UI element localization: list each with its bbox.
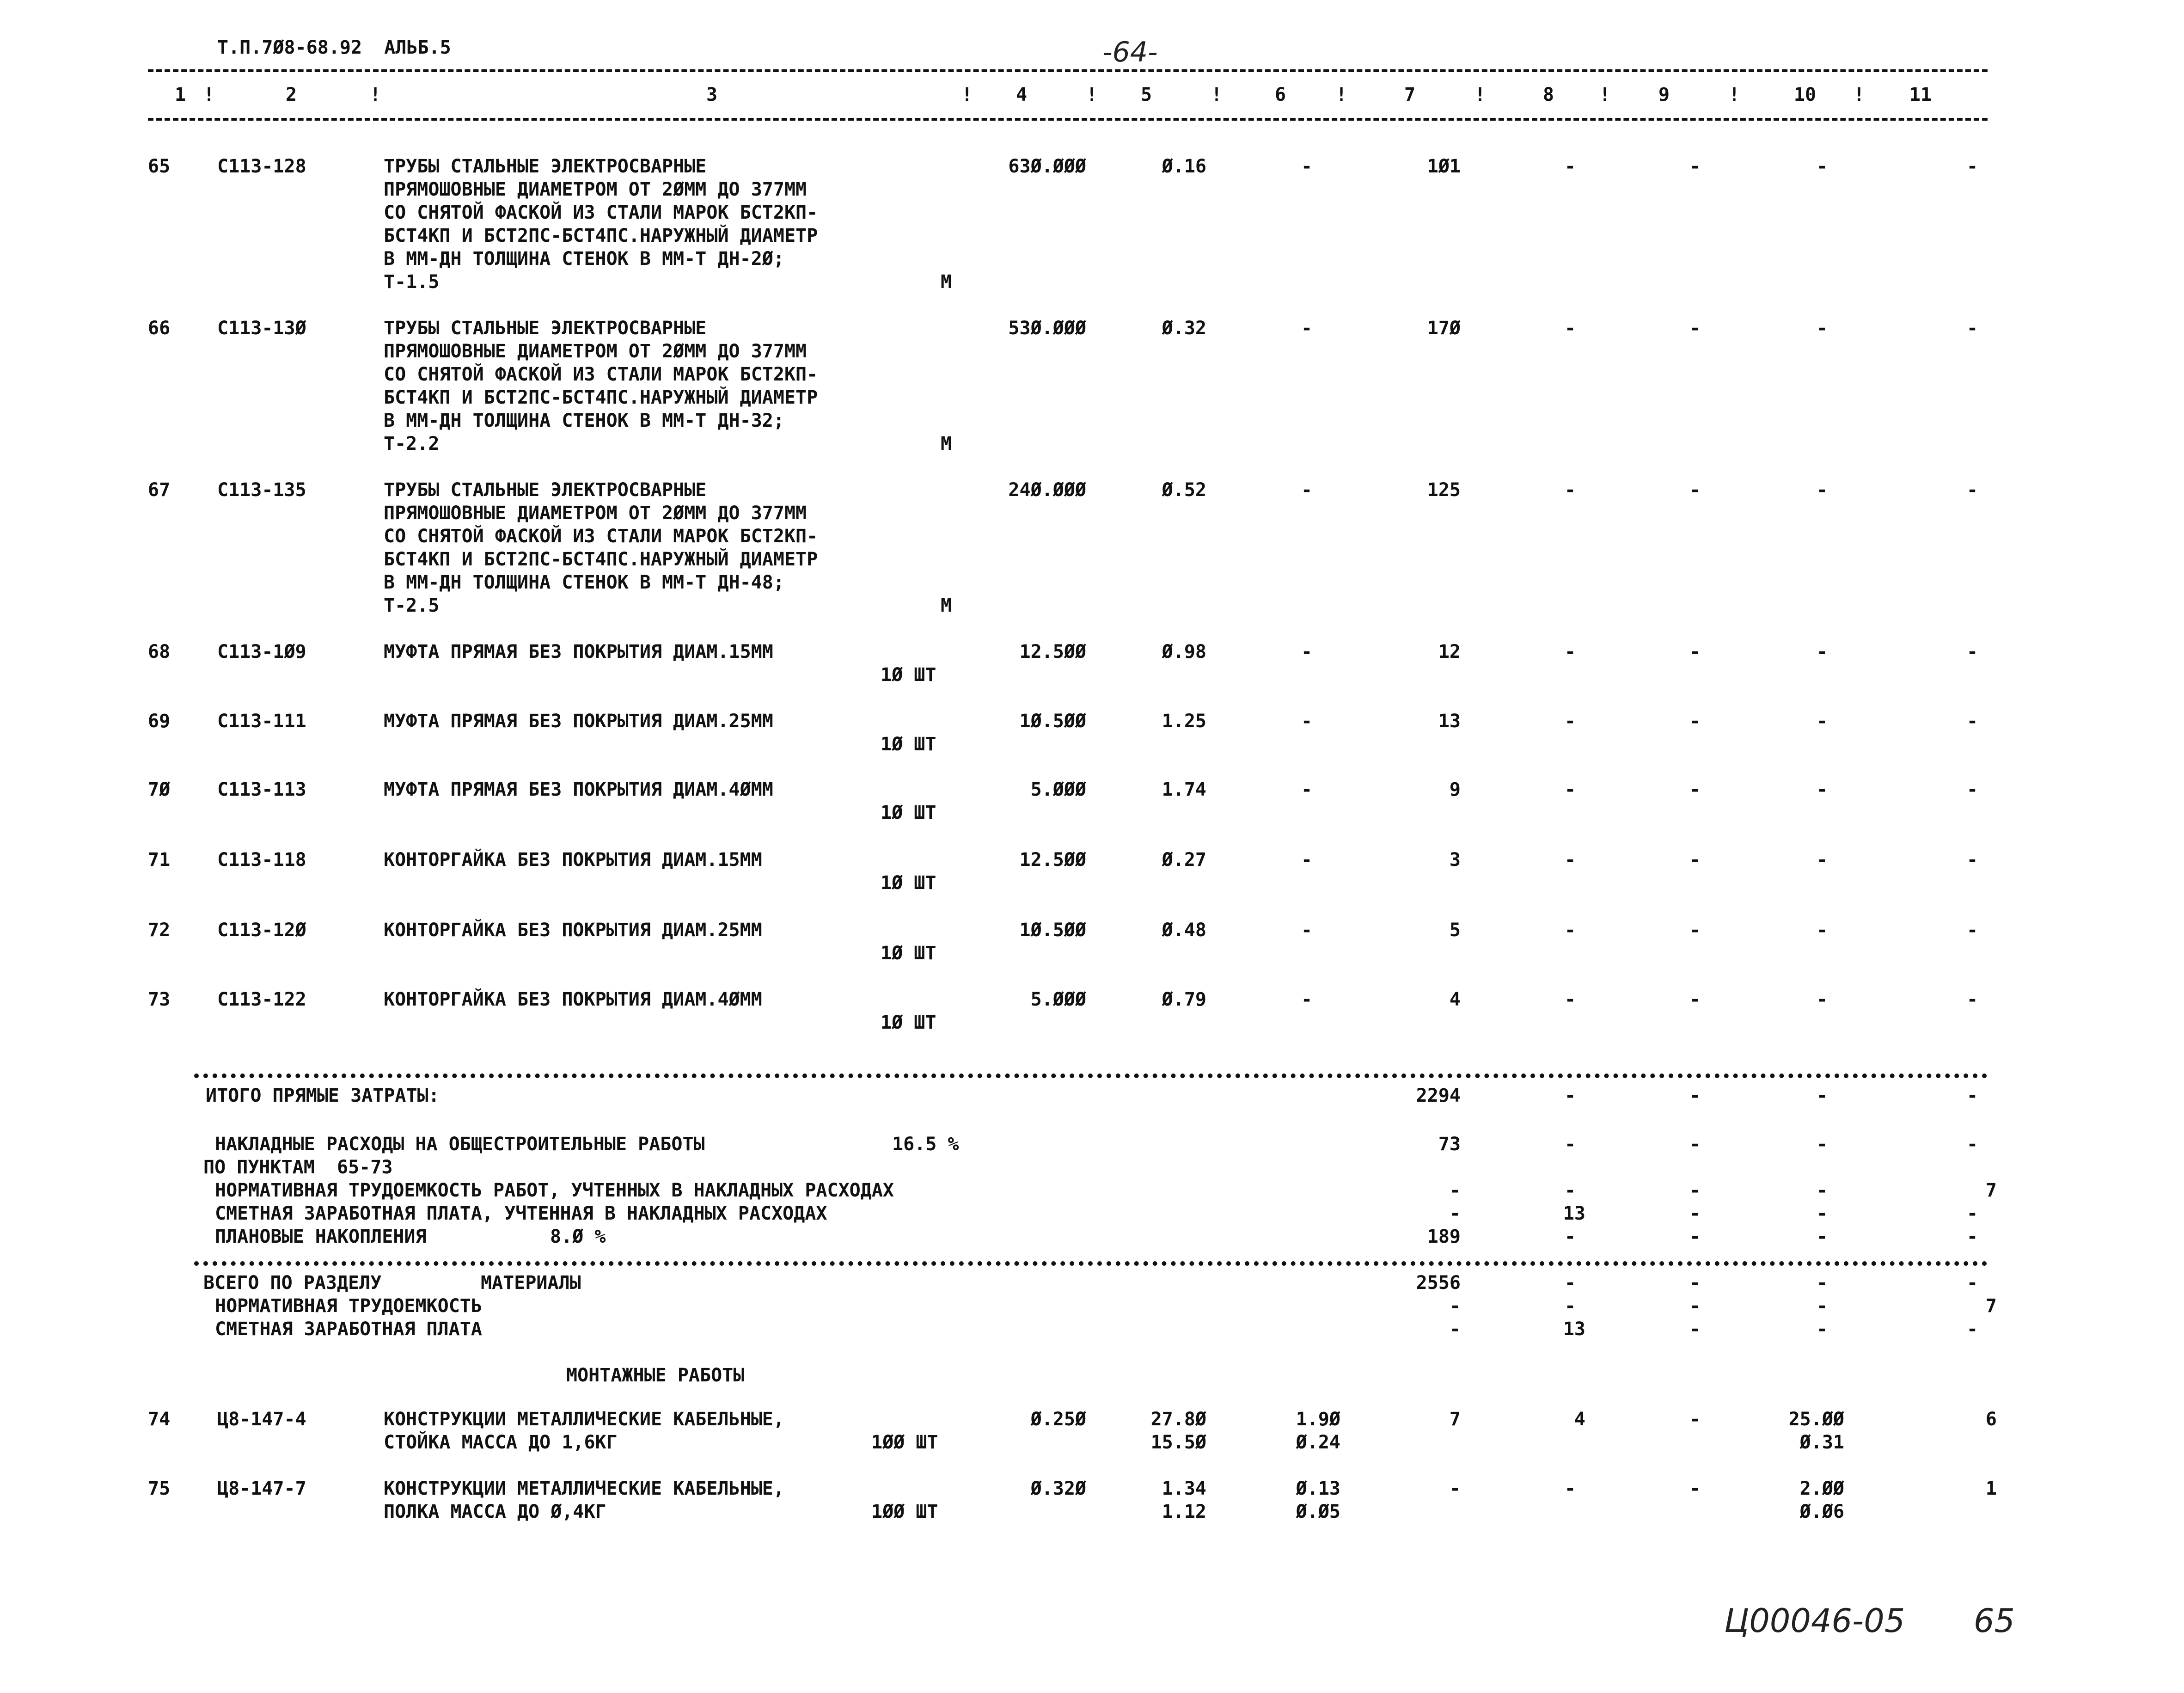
row-col-10: -	[1817, 156, 1828, 177]
col-head-10: 10	[1793, 84, 1817, 105]
row-col-7: 1Ø1	[1427, 156, 1461, 177]
total-planned-savings-col-7: 189	[1427, 1226, 1461, 1247]
row-number: 69	[148, 711, 171, 732]
total-direct-c7: 2294	[1416, 1085, 1461, 1106]
row-col-6: -	[1301, 711, 1313, 732]
row-number: 72	[148, 920, 171, 941]
row-number: 68	[148, 641, 171, 662]
row-description-line: ПРЯМОШОВНЫЕ ДИАМЕТРОМ ОТ 2ØММ ДО 377ММ	[384, 179, 807, 200]
row-col-7: 13	[1438, 711, 1461, 732]
row-col-7: 9	[1449, 779, 1461, 800]
row-col-5: Ø.79	[1162, 989, 1206, 1010]
col-head-7: 7	[1404, 84, 1416, 105]
row-description-line: КОНТОРГАЙКА БЕЗ ПОКРЫТИЯ ДИАМ.15ММ	[384, 849, 762, 871]
row-col-4: 1Ø.5ØØ	[1019, 920, 1086, 941]
row-col-8: -	[1565, 920, 1576, 941]
row-col-9: -	[1689, 989, 1701, 1010]
row-number: 71	[148, 849, 171, 871]
total-wage-in-overhead-col-9: -	[1689, 1203, 1701, 1224]
row-col-4: 5.ØØØ	[1030, 989, 1086, 1010]
row-code: С113-1Ø9	[217, 641, 306, 662]
row-number: 73	[148, 989, 171, 1010]
row-col-4: Ø.25Ø	[1030, 1409, 1086, 1430]
total-section-wage-col-9: -	[1689, 1319, 1701, 1340]
row-col-5: Ø.48	[1162, 920, 1206, 941]
row-number: 67	[148, 479, 171, 501]
row-description-line: Т-2.5	[384, 595, 440, 616]
row-description-line: МУФТА ПРЯМАЯ БЕЗ ПОКРЫТИЯ ДИАМ.15ММ	[384, 641, 773, 662]
total-overhead-col-9: -	[1689, 1134, 1701, 1155]
total-labor-in-overhead-col-10: -	[1817, 1180, 1828, 1201]
row-col-10: -	[1817, 849, 1828, 871]
row-col-10: -	[1817, 479, 1828, 501]
row-col-8: 4	[1574, 1409, 1585, 1430]
total-section-total-col-8: -	[1565, 1272, 1576, 1294]
total-wage-in-overhead-col-7: -	[1449, 1203, 1461, 1224]
row-description-line: В ММ-ДН ТОЛЩИНА СТЕНОК В ММ-Т ДН-32;	[384, 410, 784, 431]
header-rule-top	[148, 69, 1988, 72]
row-description-line: СО СНЯТОЙ ФАСКОЙ ИЗ СТАЛИ МАРОК БСТ2КП-	[384, 526, 818, 547]
row-col-10: 25.ØØ	[1788, 1409, 1844, 1430]
row-col-5: 1.12	[1162, 1501, 1206, 1522]
row-col-5: Ø.16	[1162, 156, 1206, 177]
row-col-8: -	[1565, 156, 1576, 177]
row-col-11: -	[1967, 318, 1978, 339]
row-description-line: ТРУБЫ СТАЛЬНЫЕ ЭЛЕКТРОСВАРНЫЕ	[384, 156, 707, 177]
row-col-5: Ø.52	[1162, 479, 1206, 501]
row-col-10: Ø.Ø6	[1799, 1501, 1844, 1522]
total-direct-col-8: -	[1565, 1085, 1576, 1106]
row-col-4: 53Ø.ØØØ	[1008, 318, 1086, 339]
row-code: С113-113	[217, 779, 306, 800]
total-section-wage-col-8: 13	[1563, 1319, 1585, 1340]
header-rule-bottom	[148, 118, 1988, 121]
row-unit: 1Ø ШТ	[881, 802, 936, 823]
labor-in-overhead-label: НОРМАТИВНАЯ ТРУДОЕМКОСТЬ РАБОТ, УЧТЕННЫХ В НАКЛАДНЫХ РАСХОДАХ	[215, 1180, 894, 1201]
row-col-5: 1.34	[1162, 1478, 1206, 1499]
total-direct-col-9: -	[1689, 1085, 1701, 1106]
row-code: С113-12Ø	[217, 920, 306, 941]
row-description-line: СО СНЯТОЙ ФАСКОЙ ИЗ СТАЛИ МАРОК БСТ2КП-	[384, 202, 818, 223]
total-wage-in-overhead-col-10: -	[1817, 1203, 1828, 1224]
totals-dotted-rule	[194, 1073, 1988, 1078]
overhead-label2: ПО ПУНКТАМ 65-73	[203, 1157, 393, 1178]
total-direct-label: ИТОГО ПРЯМЫЕ ЗАТРАТЫ:	[206, 1085, 440, 1106]
col-separators: !	[203, 84, 215, 105]
section-total-label: ВСЕГО ПО РАЗДЕЛУ	[203, 1272, 382, 1294]
col-head-2: 2	[285, 84, 297, 105]
total-wage-in-overhead-col-11: -	[1967, 1203, 1978, 1224]
row-col-10: Ø.31	[1799, 1432, 1844, 1453]
row-code: С113-128	[217, 156, 306, 177]
row-col-8: -	[1565, 849, 1576, 871]
row-unit: 1Ø ШТ	[881, 943, 936, 964]
row-number: 66	[148, 318, 171, 339]
col-separators: !	[1211, 84, 1223, 105]
row-description-line: ТРУБЫ СТАЛЬНЫЕ ЭЛЕКТРОСВАРНЫЕ	[384, 479, 707, 501]
col-separators: !	[1729, 84, 1740, 105]
wage-in-overhead-label: СМЕТНАЯ ЗАРАБОТНАЯ ПЛАТА, УЧТЕННАЯ В НАКЛАДНЫХ РАСХОДАХ	[215, 1203, 827, 1224]
total-labor-in-overhead-col-8: -	[1565, 1180, 1576, 1201]
col-separators: !	[370, 84, 381, 105]
total-direct-col-11: -	[1967, 1085, 1978, 1106]
row-col-8: -	[1565, 779, 1576, 800]
row-unit: 1Ø ШТ	[881, 872, 936, 894]
row-col-8: -	[1565, 479, 1576, 501]
row-col-11: -	[1967, 711, 1978, 732]
row-col-11: -	[1967, 779, 1978, 800]
total-planned-savings-col-10: -	[1817, 1226, 1828, 1247]
total-section-wage-col-11: -	[1967, 1319, 1978, 1340]
row-unit: М	[941, 271, 952, 293]
row-col-6: Ø.24	[1296, 1432, 1340, 1453]
row-col-11: 6	[1985, 1409, 1997, 1430]
row-col-11: -	[1967, 989, 1978, 1010]
row-col-4: Ø.32Ø	[1030, 1478, 1086, 1499]
row-col-11: -	[1967, 479, 1978, 501]
total-overhead-col-10: -	[1817, 1134, 1828, 1155]
row-description-line: МУФТА ПРЯМАЯ БЕЗ ПОКРЫТИЯ ДИАМ.25ММ	[384, 711, 773, 732]
row-description-line: КОНТОРГАЙКА БЕЗ ПОКРЫТИЯ ДИАМ.4ØММ	[384, 989, 762, 1010]
row-description-line: Т-1.5	[384, 271, 440, 293]
row-unit: 1ØØ ШТ	[871, 1501, 938, 1522]
row-number: 75	[148, 1478, 171, 1499]
total-section-labor-col-7: -	[1449, 1295, 1461, 1317]
total-labor-in-overhead-col-9: -	[1689, 1180, 1701, 1201]
row-col-7: 7	[1449, 1409, 1461, 1430]
planned-savings-pct: 8.Ø %	[550, 1226, 606, 1247]
col-separators: !	[1336, 84, 1347, 105]
section-wage-label: СМЕТНАЯ ЗАРАБОТНАЯ ПЛАТА	[215, 1319, 482, 1340]
row-col-7: 17Ø	[1427, 318, 1461, 339]
row-col-9: -	[1689, 849, 1701, 871]
row-col-9: -	[1689, 920, 1701, 941]
row-code: С113-13Ø	[217, 318, 306, 339]
section-total-name: МАТЕРИАЛЫ	[481, 1272, 581, 1294]
row-col-9: -	[1689, 1409, 1701, 1430]
row-description-line: ПРЯМОШОВНЫЕ ДИАМЕТРОМ ОТ 2ØММ ДО 377ММ	[384, 503, 807, 524]
row-col-11: 1	[1985, 1478, 1997, 1499]
row-description-line: ПРЯМОШОВНЫЕ ДИАМЕТРОМ ОТ 2ØММ ДО 377ММ	[384, 341, 807, 362]
col-separators: !	[1474, 84, 1486, 105]
row-col-7: 4	[1449, 989, 1461, 1010]
total-planned-savings-col-8: -	[1565, 1226, 1576, 1247]
row-code: С113-111	[217, 711, 306, 732]
row-unit: М	[941, 595, 952, 616]
row-col-6: -	[1301, 989, 1313, 1010]
row-col-7: 5	[1449, 920, 1461, 941]
row-col-8: -	[1565, 641, 1576, 662]
total-section-total-col-9: -	[1689, 1272, 1701, 1294]
total-overhead-col-7: 73	[1438, 1134, 1461, 1155]
row-description-line: Т-2.2	[384, 433, 440, 454]
col-head-9: 9	[1658, 84, 1670, 105]
row-col-4: 5.ØØØ	[1030, 779, 1086, 800]
total-labor-in-overhead-col-7: -	[1449, 1180, 1461, 1201]
row-col-10: -	[1817, 989, 1828, 1010]
row-col-11: -	[1967, 641, 1978, 662]
col-separators: !	[1854, 84, 1865, 105]
row-code: Ц8-147-7	[217, 1478, 306, 1499]
row-col-8: -	[1565, 989, 1576, 1010]
row-code: Ц8-147-4	[217, 1409, 306, 1430]
row-code: С113-122	[217, 989, 306, 1010]
row-code: С113-118	[217, 849, 306, 871]
total-planned-savings-col-9: -	[1689, 1226, 1701, 1247]
row-number: 65	[148, 156, 171, 177]
row-col-8: -	[1565, 318, 1576, 339]
row-col-7: 12	[1438, 641, 1461, 662]
page-number: 65	[1974, 1602, 2015, 1640]
col-separators: !	[1086, 84, 1098, 105]
col-head-3: 3	[706, 84, 718, 105]
row-col-6: Ø.13	[1296, 1478, 1340, 1499]
overhead-pct: 16.5 %	[892, 1134, 959, 1155]
row-description-line: БСТ4КП И БСТ2ПС-БСТ4ПС.НАРУЖНЫЙ ДИАМЕТР	[384, 387, 818, 408]
row-col-9: -	[1689, 641, 1701, 662]
row-description-line: СО СНЯТОЙ ФАСКОЙ ИЗ СТАЛИ МАРОК БСТ2КП-	[384, 364, 818, 385]
row-col-10: -	[1817, 641, 1828, 662]
row-unit: 1ØØ ШТ	[871, 1432, 938, 1453]
row-col-4: 12.5ØØ	[1019, 641, 1086, 662]
total-overhead-col-8: -	[1565, 1134, 1576, 1155]
row-col-4: 1Ø.5ØØ	[1019, 711, 1086, 732]
row-description-line: КОНСТРУКЦИИ МЕТАЛЛИЧЕСКИЕ КАБЕЛЬНЫЕ,	[384, 1409, 784, 1430]
row-col-6: -	[1301, 779, 1313, 800]
row-description-line: МУФТА ПРЯМАЯ БЕЗ ПОКРЫТИЯ ДИАМ.4ØММ	[384, 779, 773, 800]
row-description-line: БСТ4КП И БСТ2ПС-БСТ4ПС.НАРУЖНЫЙ ДИАМЕТР	[384, 225, 818, 246]
row-col-5: 1.74	[1162, 779, 1206, 800]
row-col-8: -	[1565, 711, 1576, 732]
archive-stamp: Ц00046-05	[1724, 1602, 1905, 1640]
col-head-4: 4	[1016, 84, 1028, 105]
row-description-line: В ММ-ДН ТОЛЩИНА СТЕНОК В ММ-Т ДН-48;	[384, 572, 784, 593]
row-description-line: КОНСТРУКЦИИ МЕТАЛЛИЧЕСКИЕ КАБЕЛЬНЫЕ,	[384, 1478, 784, 1499]
row-number: 74	[148, 1409, 171, 1430]
row-code: С113-135	[217, 479, 306, 501]
total-section-wage-col-10: -	[1817, 1319, 1828, 1340]
total-wage-in-overhead-col-8: 13	[1563, 1203, 1585, 1224]
row-col-11: -	[1967, 920, 1978, 941]
row-description-line: ПОЛКА МАССА ДО Ø,4КГ	[384, 1501, 606, 1522]
col-head-5: 5	[1140, 84, 1152, 105]
row-col-10: -	[1817, 779, 1828, 800]
row-description-line: В ММ-ДН ТОЛЩИНА СТЕНОК В ММ-Т ДН-2Ø;	[384, 248, 784, 270]
row-number: 7Ø	[148, 779, 171, 800]
section-dotted-rule	[194, 1261, 1988, 1266]
total-section-total-col-7: 2556	[1416, 1272, 1461, 1294]
row-unit: М	[941, 433, 952, 454]
row-unit: 1Ø ШТ	[881, 664, 936, 686]
row-col-5: 15.5Ø	[1150, 1432, 1206, 1453]
row-description-line: ТРУБЫ СТАЛЬНЫЕ ЭЛЕКТРОСВАРНЫЕ	[384, 318, 707, 339]
row-unit: 1Ø ШТ	[881, 734, 936, 755]
row-col-7: -	[1449, 1478, 1461, 1499]
row-col-10: -	[1817, 318, 1828, 339]
row-description-line: БСТ4КП И БСТ2ПС-БСТ4ПС.НАРУЖНЫЙ ДИАМЕТР	[384, 549, 818, 570]
row-col-10: -	[1817, 711, 1828, 732]
row-col-9: -	[1689, 1478, 1701, 1499]
row-col-9: -	[1689, 479, 1701, 501]
row-col-5: Ø.98	[1162, 641, 1206, 662]
total-section-wage-col-7: -	[1449, 1319, 1461, 1340]
row-col-10: -	[1817, 920, 1828, 941]
page-mark: -64-	[1102, 36, 1158, 68]
row-col-4: 24Ø.ØØØ	[1008, 479, 1086, 501]
total-direct-col-10: -	[1817, 1085, 1828, 1106]
total-section-labor-col-8: -	[1565, 1295, 1576, 1317]
row-col-6: -	[1301, 849, 1313, 871]
row-col-5: Ø.27	[1162, 849, 1206, 871]
row-col-7: 3	[1449, 849, 1461, 871]
row-col-9: -	[1689, 156, 1701, 177]
row-col-11: -	[1967, 849, 1978, 871]
col-head-8: 8	[1542, 84, 1554, 105]
total-section-total-col-10: -	[1817, 1272, 1828, 1294]
row-col-6: -	[1301, 479, 1313, 501]
row-col-6: 1.9Ø	[1296, 1409, 1340, 1430]
total-section-labor-col-9: -	[1689, 1295, 1701, 1317]
row-col-10: 2.ØØ	[1799, 1478, 1844, 1499]
total-section-labor-col-10: -	[1817, 1295, 1828, 1317]
col-head-11: 11	[1909, 84, 1932, 105]
row-col-5: 27.8Ø	[1150, 1409, 1206, 1430]
overhead-label: НАКЛАДНЫЕ РАСХОДЫ НА ОБЩЕСТРОИТЕЛЬНЫЕ РАБОТЫ	[215, 1134, 705, 1155]
row-col-4: 63Ø.ØØØ	[1008, 156, 1086, 177]
col-separators: !	[1599, 84, 1611, 105]
row-col-6: -	[1301, 318, 1313, 339]
total-labor-in-overhead-col-11: 7	[1985, 1180, 1997, 1201]
row-description-line: СТОЙКА МАССА ДО 1,6КГ	[384, 1432, 618, 1453]
row-col-4: 12.5ØØ	[1019, 849, 1086, 871]
row-col-8: -	[1565, 1478, 1576, 1499]
total-overhead-col-11: -	[1967, 1134, 1978, 1155]
total-section-total-col-11: -	[1967, 1272, 1978, 1294]
col-separators: !	[961, 84, 973, 105]
row-col-9: -	[1689, 779, 1701, 800]
row-col-9: -	[1689, 318, 1701, 339]
row-col-6: -	[1301, 641, 1313, 662]
doc-code: Т.П.7Ø8-68.92 АЛЬБ.5	[217, 37, 451, 58]
total-section-labor-col-11: 7	[1985, 1295, 1997, 1317]
row-description-line: КОНТОРГАЙКА БЕЗ ПОКРЫТИЯ ДИАМ.25ММ	[384, 920, 762, 941]
section-labor-label: НОРМАТИВНАЯ ТРУДОЕМКОСТЬ	[215, 1295, 482, 1317]
col-head-6: 6	[1274, 84, 1286, 105]
col-head-1: 1	[174, 84, 186, 105]
row-col-6: Ø.Ø5	[1296, 1501, 1340, 1522]
planned-savings-label: ПЛАНОВЫЕ НАКОПЛЕНИЯ	[215, 1226, 427, 1247]
section2-title: МОНТАЖНЫЕ РАБОТЫ	[566, 1365, 745, 1386]
row-col-7: 125	[1427, 479, 1461, 501]
row-col-5: Ø.32	[1162, 318, 1206, 339]
row-col-5: 1.25	[1162, 711, 1206, 732]
row-col-6: -	[1301, 920, 1313, 941]
row-col-9: -	[1689, 711, 1701, 732]
row-col-11: -	[1967, 156, 1978, 177]
total-planned-savings-col-11: -	[1967, 1226, 1978, 1247]
row-unit: 1Ø ШТ	[881, 1012, 936, 1033]
row-col-6: -	[1301, 156, 1313, 177]
